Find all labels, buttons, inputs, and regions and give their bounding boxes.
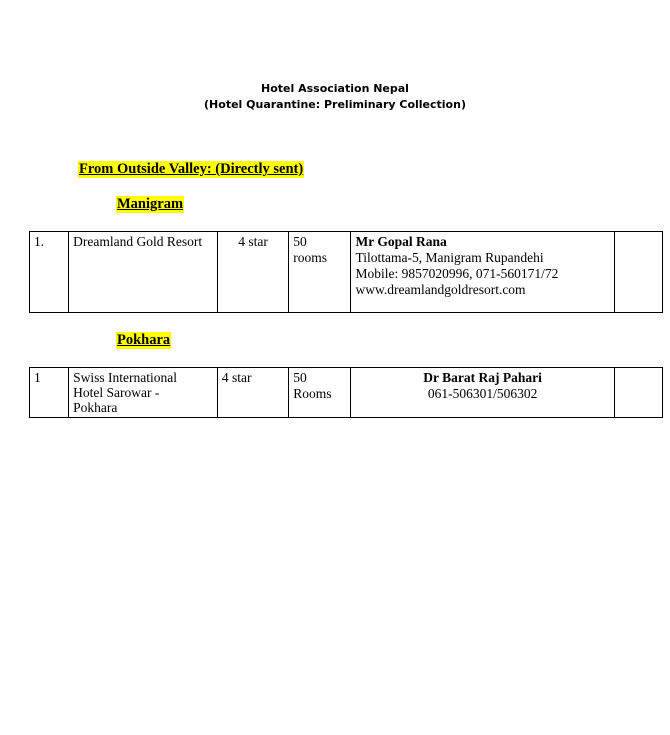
serial-cell: 1 (30, 368, 69, 418)
contact-name: Dr Barat Raj Pahari (423, 370, 542, 385)
table-row (30, 368, 663, 418)
category-cell: 4 star (217, 368, 288, 418)
document-title: Hotel Association Nepal (261, 82, 409, 95)
contact-name: Mr Gopal Rana (355, 234, 447, 249)
section-title: From Outside Valley: (Directly sent) (79, 161, 304, 177)
rooms-unit: Rooms (293, 386, 332, 401)
contact-phone: 061-506301/506302 (427, 386, 538, 401)
hotel-name-line: Swiss International (73, 370, 178, 385)
hotel-table-manigram (29, 231, 663, 313)
rooms-cell (289, 368, 351, 418)
hotel-name-line: Pokhara (73, 400, 118, 415)
hotel-name-cell (69, 368, 218, 418)
table-row (30, 232, 663, 313)
hotel-name-cell: Dreamland Gold Resort (69, 232, 218, 313)
contact-mobile: Mobile: 9857020996, 071-560171/72 (355, 266, 559, 281)
contact-address: Tilottama-5, Manigram Rupandehi (355, 250, 544, 265)
contact-website: www.dreamlandgoldresort.com (355, 282, 526, 297)
rooms-count: 50 (293, 234, 307, 249)
extra-cell (614, 368, 662, 418)
category-cell: 4 star (217, 232, 288, 313)
rooms-count: 50 (293, 370, 307, 385)
hotel-table-pokhara (29, 367, 663, 418)
contact-cell (351, 368, 614, 418)
group-heading-manigram: Manigram (117, 196, 184, 212)
rooms-cell (289, 232, 351, 313)
serial-cell: 1. (30, 232, 69, 313)
document-subtitle: (Hotel Quarantine: Preliminary Collection) (204, 98, 466, 111)
rooms-unit: rooms (293, 250, 327, 265)
group-heading-pokhara: Pokhara (117, 332, 171, 348)
extra-cell (614, 232, 662, 313)
contact-cell (351, 232, 614, 313)
hotel-name-line: Hotel Sarowar - (73, 385, 160, 400)
